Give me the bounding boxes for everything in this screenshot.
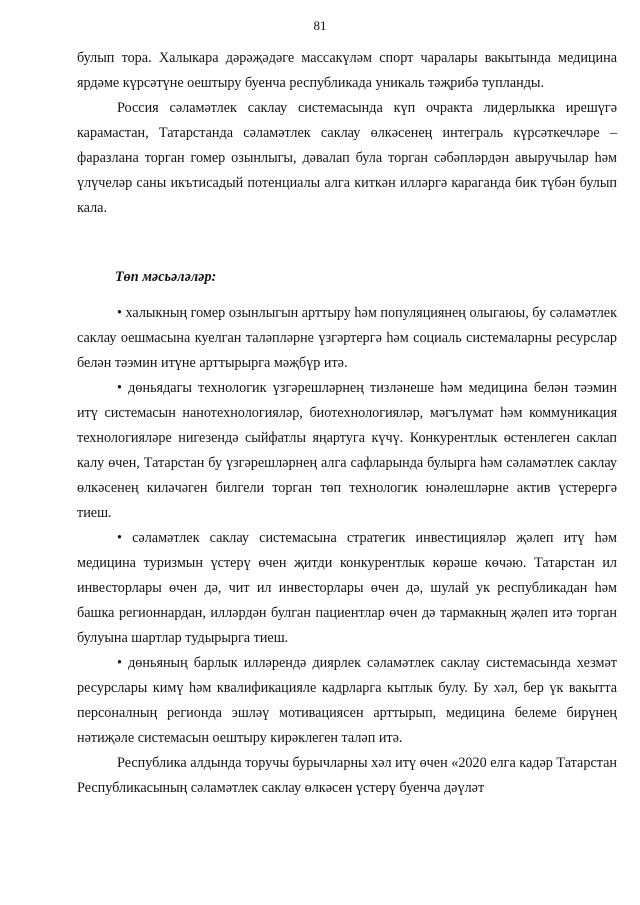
section-heading: Төп мәсьәләләр: xyxy=(115,269,217,285)
bullet-item-4: • дөньяның барлык илләрендә диярлек сәламәтлек саклау системасында хезмәт ресурслары кимү һәм квалификацияле кадрларга кытлык булу. Бу хәл, бер үк вакытта персоналның регионда эшләү мотивациясен арттырып, медицина белеме бирүнең нәтиҗәле системасын оештыру кирәклеген таләп итә. xyxy=(77,655,617,746)
intro-section xyxy=(77,46,617,221)
bullets-section xyxy=(77,301,617,801)
bullet-item-2: • дөньядагы технологик үзгәрешләрнең тизләнеше һәм медицина белән тәэмин итү системасын нанотехнологияләр, биотехнологияләр, мәгълүмат һәм коммуникация технологияләре нигезендә сыйфатлы яңартуга күчү. Конкурентлык өстенлеген саклап калу өчен, Татарстан бу үзгәрешләрнең алга сафларында булырга һәм сәламәтлек саклау өлкәсенең киләчәген билгели торган төп технологик юнәлешләрне актив үстерергә тиеш. xyxy=(77,380,617,521)
page-number: 81 xyxy=(313,18,327,33)
paragraph-continuation: булып тора. Халыкара дәрәҗәдәге массакүләм спорт чаралары вакытында медицина ярдәме күрсәтүне оештыру буенча республикада уникаль тәҗрибә тупланды. xyxy=(77,50,617,91)
paragraph-russia-health: Россия сәламәтлек саклау системасында күп очракта лидерлыкка ирешүгә карамастан, Татарстанда сәламәтлек саклау өлкәсенең интеграль күрсәткечләре – фаразлана торган гомер озынлыгы, дәвалап була торган сәбәпләрдән авыручылар һәм үлүчеләр саны икътисадый потенциалы алга киткән илләргә караганда бик түбән булып кала. xyxy=(77,100,617,216)
heading-section xyxy=(77,265,617,290)
closing-paragraph: Республика алдында торучы бурычларны хәл итү өчен «2020 елга кадәр Татарстан Республикасының сәламәтлек саклау өлкәсен үстерү буенча дәүләт xyxy=(77,755,617,796)
bullet-item-3: • сәламәтлек саклау системасына стратегик инвестицияләр җәлеп итү һәм медицина туризмын үстерү өчен җитди конкурентлык көрәше көчәю. Татарстан ил инвесторлары өчен дә, чит ил инвесторлары өчен дә, шулай ук республикадан һәм башка регионнардан, илләрдән булган пациентлар өчен дә тармакның җәлеп итә торган булуына шартлар тудырырга тиеш. xyxy=(77,530,617,646)
bullet-item-1: • халыкның гомер озынлыгын арттыру һәм популяциянең олыгаюы, бу сәламәтлек саклау оешмасына куелган таләпләрне үзгәртергә һәм социаль системаларны ресурслар белән тәэмин итүне арттырырга мәҗбүр итә. xyxy=(77,305,617,371)
